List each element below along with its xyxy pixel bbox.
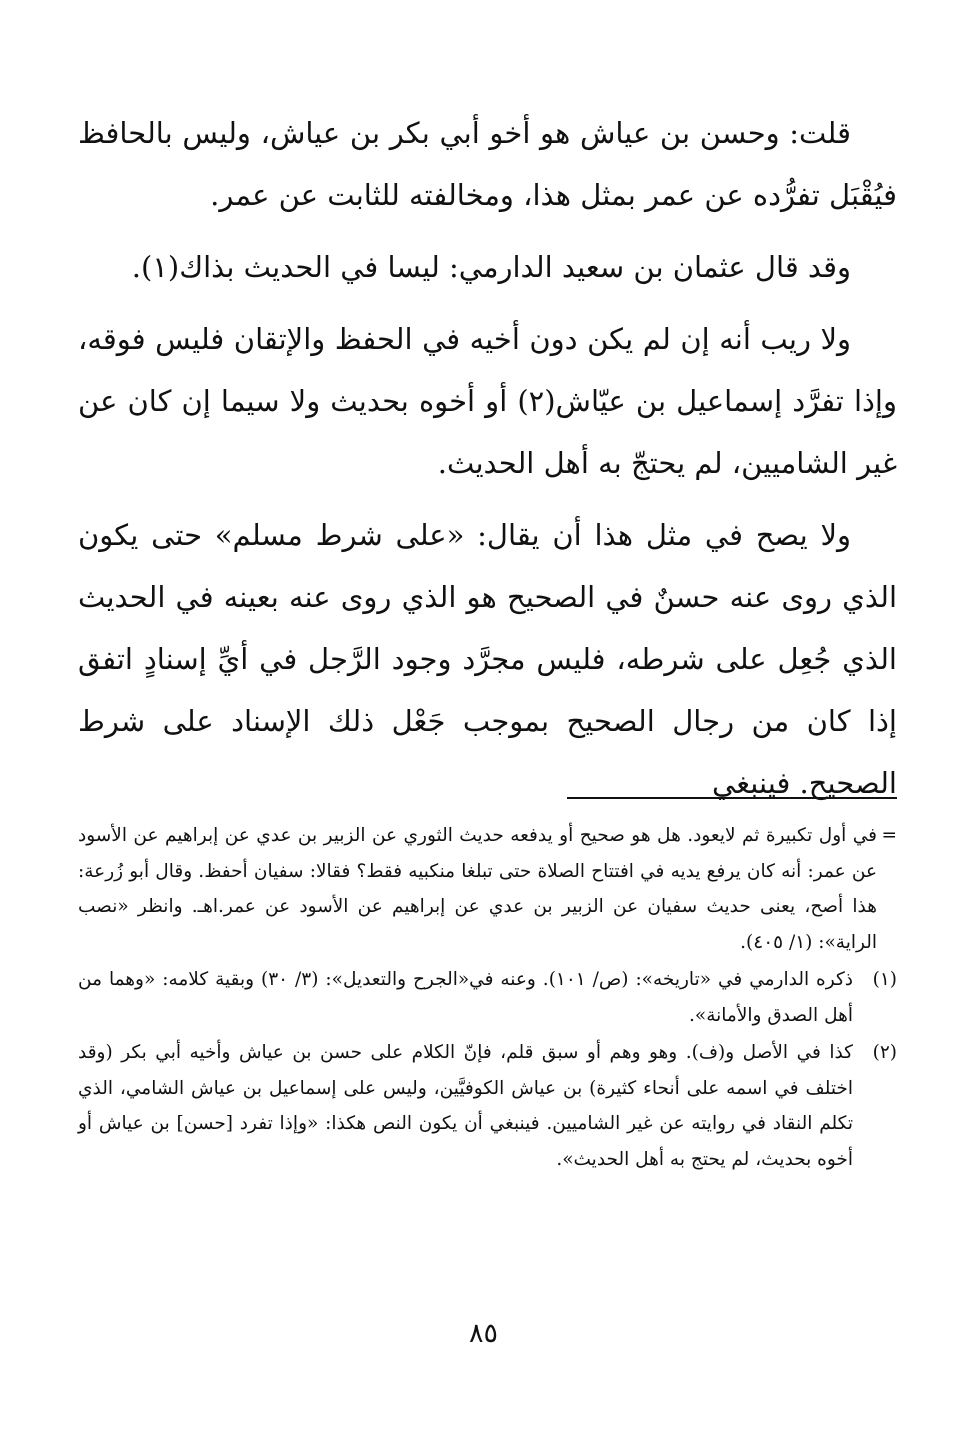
paragraph-1: قلت: وحسن بن عياش هو أخو أبي بكر بن عياش، وليس بالحافظ فيُقْبَل تفرُّده عن عمر بمثل هذا، ومخالفته للثابت عن عمر.: [78, 116, 897, 212]
footnote-continuation-text: في أول تكبيرة ثم لايعود. هل هو صحيح أو يدفعه حديث الثوري عن الزبير بن عدي عن إبراهيم عن الأسود عن عمر: أنه كان يرفع يديه في افتتاح الصلاة حتى تبلغا منكبيه فقط؟ فقالا: سفيان أحفظ. وقال أبو زُرعة: هذا أصح، يعنى حديث سفيان عن الزبير بن عدي عن إبراهيم عن الأسود عن عمر.اهـ. وانظر «نصب الراية»: (١/ ٤٠٥).: [78, 825, 877, 953]
main-text: [78, 102, 897, 824]
paragraph-3: ولا ريب أنه إن لم يكن دون أخيه في الحفظ والإتقان فليس فوقه، وإذا تفرَّد إسماعيل بن عيّاش(٢) أو أخوه بحديث ولا سيما إن كان عن غير الشاميين، لم يحتجّ به أهل الحديث.: [78, 322, 897, 480]
footnote-1: [78, 962, 897, 1033]
footnote-2: [78, 1035, 897, 1177]
paragraph-4: ولا يصح في مثل هذا أن يقال: «على شرط مسلم» حتى يكون الذي روى عنه حسنٌ في الصحيح هو الذي روى عنه بعينه في الحديث الذي جُعِل على شرطه، فليس مجرَّد وجود الرَّجل في أيِّ إسنادٍ اتفق إذا كان من رجال الصحيح بموجب جَعْل ذلك الإسناد على شرط الصحيح. فينبغي: [78, 518, 897, 800]
footnote-1-text: ذكره الدارمي في «تاريخه»: (ص/ ١٠١). وعنه في«الجرح والتعديل»: (٣/ ٣٠) وبقية كلامه: «وهما من أهل الصدق والأمانة».: [78, 969, 853, 1026]
footnote-continuation-mark: =: [881, 825, 897, 846]
footnote-1-mark: (١): [872, 969, 897, 990]
footnote-separator: [567, 797, 897, 799]
footnotes: [78, 818, 897, 1179]
footnote-2-text: كذا في الأصل و(ف). وهو وهم أو سبق قلم، فإنّ الكلام على حسن بن عياش وأخيه أبي بكر (وقد اختلف في اسمه على أنحاء كثيرة) بن عياش الكوفيَّين، وليس على إسماعيل بن عياش الشامي، الذي تكلم النقاد في روايته عن غير الشاميين. فينبغي أن يكون النص هكذا: «وإذا تفرد [حسن] بن عياش أو أخوه بحديث، لم يحتج به أهل الحديث».: [78, 1042, 853, 1170]
footnote-2-mark: (٢): [872, 1042, 897, 1063]
paragraph-2: وقد قال عثمان بن سعيد الدارمي: ليسا في الحديث بذاك(١).: [131, 250, 851, 284]
page-number: ٨٥: [468, 1318, 498, 1349]
footnote-continuation: [78, 818, 897, 960]
